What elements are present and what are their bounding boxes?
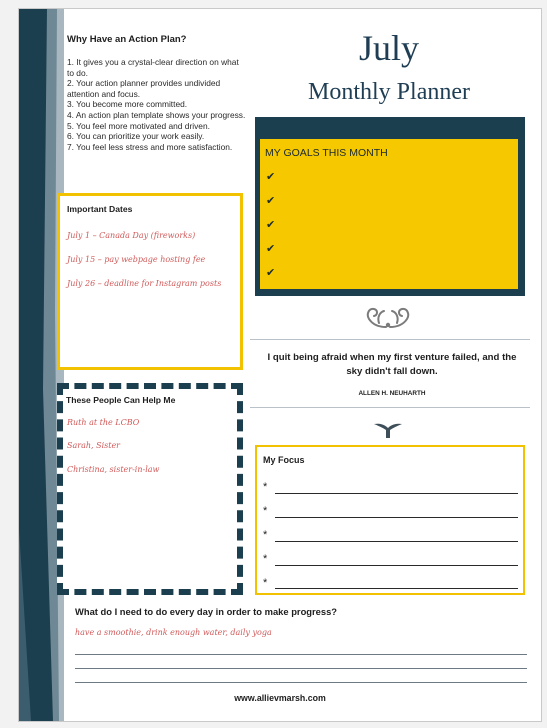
important-dates-box: [57, 193, 243, 370]
focus-box: [255, 445, 525, 595]
why-item: 2. Your action planner provides undivided attention and focus.: [67, 78, 221, 99]
helper-item: Sarah, Sister: [67, 441, 120, 450]
focus-line[interactable]: [275, 541, 518, 542]
helpers-title: These People Can Help Me: [66, 395, 176, 405]
month-title: July: [358, 28, 419, 68]
daily-answer: have a smoothie, drink enough water, daily yoga: [75, 628, 272, 637]
writing-line[interactable]: [75, 682, 527, 683]
why-item: 3. You become more committed.: [67, 99, 188, 110]
check-icon: ✔: [266, 171, 276, 183]
focus-bullet: *: [263, 553, 268, 565]
focus-bullet: *: [263, 577, 268, 589]
helpers-box: [57, 383, 243, 595]
check-icon: ✔: [266, 243, 276, 255]
divider: [250, 339, 530, 340]
fleur-ornament-icon: [373, 420, 403, 440]
website-footer: www.allievmarsh.com: [234, 693, 326, 703]
why-title: Why Have an Action Plan?: [67, 34, 187, 45]
daily-question: What do I need to do every day in order to make progress?: [75, 606, 338, 617]
goals-frame: [255, 117, 525, 296]
focus-bullet: *: [263, 505, 268, 517]
date-item: July 15 – pay webpage hosting fee: [67, 255, 206, 264]
check-icon: ✔: [266, 195, 276, 207]
why-item: 5. You feel more motivated and driven.: [67, 120, 210, 131]
check-icon: ✔: [266, 267, 276, 279]
focus-line[interactable]: [275, 517, 518, 518]
focus-line[interactable]: [275, 588, 518, 589]
check-icon: ✔: [266, 219, 276, 231]
goals-box: [260, 139, 518, 289]
planner-subtitle: Monthly Planner: [308, 79, 470, 105]
quote-text: I quit being afraid when my first venture failed, and the sky didn't fall down.: [267, 352, 517, 377]
why-list: [67, 57, 247, 152]
focus-line[interactable]: [275, 565, 518, 566]
date-item: July 26 – deadline for Instagram posts: [67, 279, 222, 288]
why-item: 4. An action plan template shows your progress.: [67, 109, 246, 120]
why-item: 1. It gives you a crystal-clear direction on what to do.: [67, 57, 239, 78]
why-item: 7. You feel less stress and more satisfaction.: [67, 141, 233, 152]
writing-line[interactable]: [75, 654, 527, 655]
focus-line[interactable]: [275, 493, 518, 494]
focus-title: My Focus: [263, 455, 305, 465]
why-item: 6. You can prioritize your work easily.: [67, 131, 205, 142]
goals-title: MY GOALS THIS MONTH: [265, 147, 388, 159]
date-item: July 1 – Canada Day (fireworks): [67, 231, 196, 240]
focus-bullet: *: [263, 481, 268, 493]
focus-bullet: *: [263, 529, 268, 541]
writing-line[interactable]: [75, 668, 527, 669]
divider: [250, 407, 530, 408]
scroll-ornament-icon: [359, 303, 417, 331]
helper-item: Ruth at the LCBO: [67, 418, 140, 427]
helper-item: Christina, sister-in-law: [67, 465, 160, 474]
quote-author: ALLEN H. NEUHARTH: [358, 390, 426, 397]
important-dates-title: Important Dates: [67, 204, 133, 214]
planner-page: [18, 8, 542, 722]
